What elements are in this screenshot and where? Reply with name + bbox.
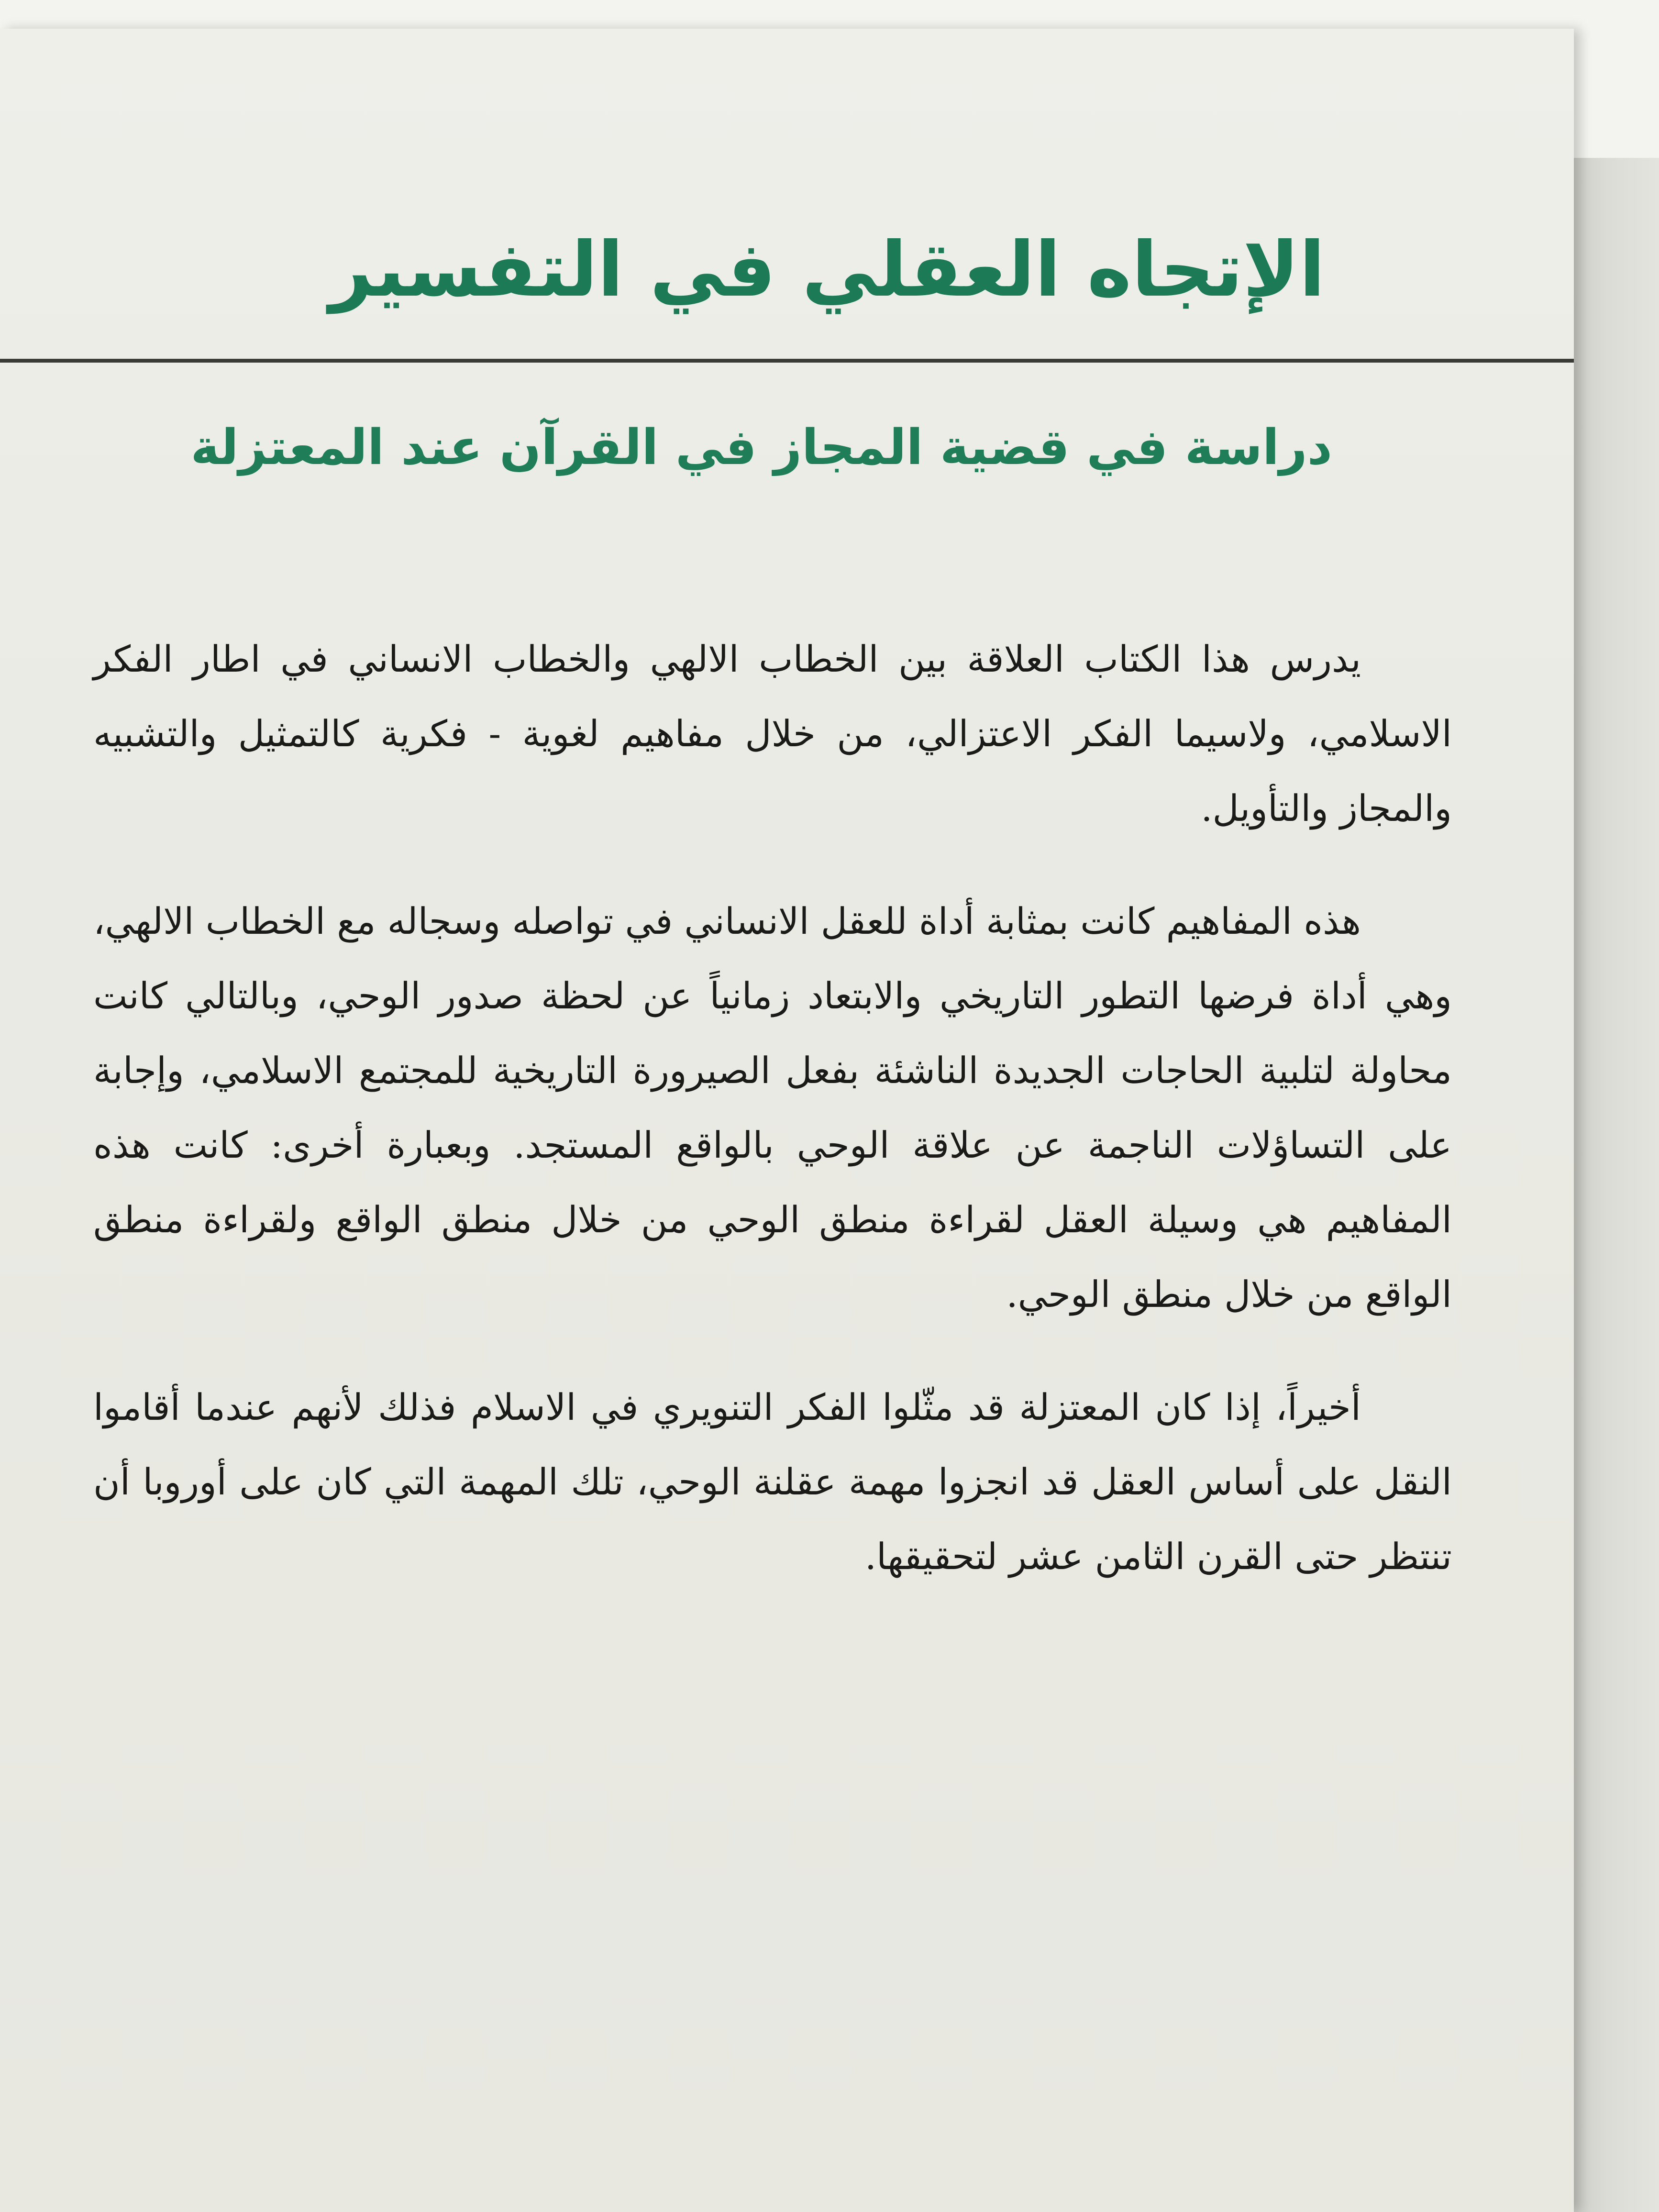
title-divider	[0, 359, 1574, 363]
book-title: الإتجاه العقلي في التفسير	[329, 226, 1325, 314]
page-edge	[1574, 158, 1659, 2212]
book-subtitle: دراسة في قضية المجاز في القرآن عند المعتزلة	[190, 419, 1332, 476]
blurb-paragraph-1: يدرس هذا الكتاب العلاقة بين الخطاب الالهي والخطاب الانساني في اطار الفكر الاسلامي، ولاسيما الفكر الاعتزالي، من خلال مفاهيم لغوية - فكرية كالتمثيل والتشبيه والمجاز والتأويل.	[93, 638, 1452, 830]
blurb-text	[93, 622, 1452, 1632]
book-back-cover	[0, 29, 1574, 2212]
blurb-paragraph-2: هذه المفاهيم كانت بمثابة أداة للعقل الانساني في تواصله وسجاله مع الخطاب الالهي، وهي أداة فرضها التطور التاريخي والابتعاد زمانياً عن لحظة صدور الوحي، وبالتالي كانت محاولة لتلبية الحاجات الجديدة الناشئة بفعل الصيرورة التاريخية للمجتمع الاسلامي، وإجابة على التساؤلات الناجمة عن علاقة الوحي بالواقع المستجد. وبعبارة أخرى: كانت هذه المفاهيم هي وسيلة العقل لقراءة منطق الوحي من خلال منطق الواقع ولقراءة منطق الواقع من خلال منطق الوحي.	[93, 900, 1452, 1316]
blurb-paragraph-3: أخيراً، إذا كان المعتزلة قد مثّلوا الفكر التنويري في الاسلام فذلك لأنهم عندما أقاموا النقل على أساس العقل قد انجزوا مهمة عقلنة الوحي، تلك المهمة التي كان على أوروبا أن تنتظر حتى القرن الثامن عشر لتحقيقها.	[93, 1386, 1452, 1578]
